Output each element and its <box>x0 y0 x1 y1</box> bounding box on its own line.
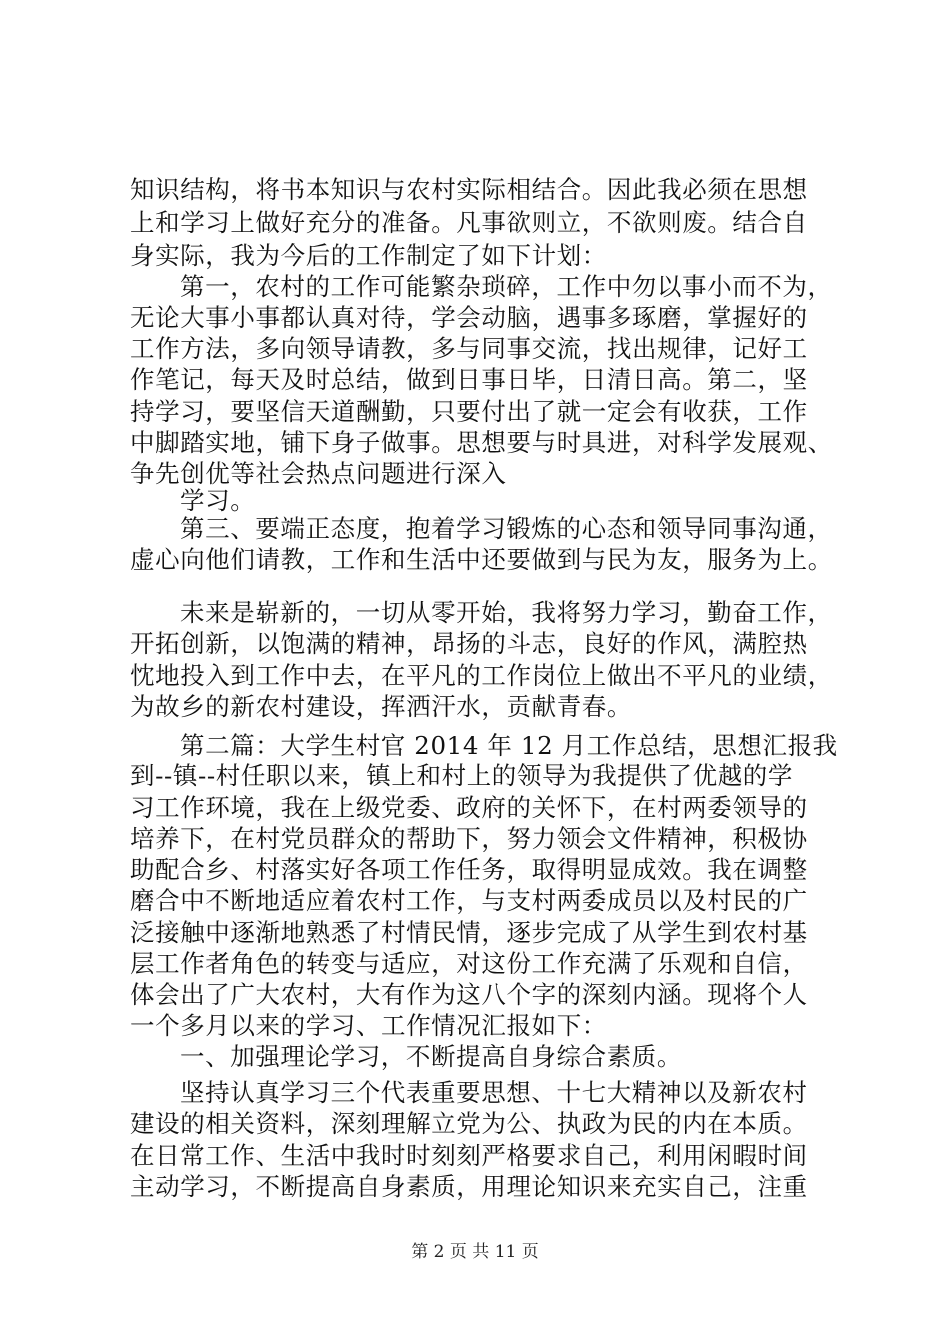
text-line: 未来是崭新的，一切从零开始，我将努力学习，勤奋工作， <box>180 598 833 627</box>
text-line: 第三、要端正态度，抱着学习锻炼的心态和领导同事沟通， <box>180 514 833 543</box>
text-line: 开拓创新，以饱满的精神，昂扬的斗志，良好的作风，满腔热 <box>130 629 808 658</box>
text-line: 身实际，我为今后的工作制定了如下计划： <box>130 241 607 270</box>
text-line: 一、加强理论学习，不断提高自身综合素质。 <box>180 1042 682 1071</box>
text-line: 上和学习上做好充分的准备。凡事欲则立，不欲则废。结合自 <box>130 208 808 237</box>
text-line: 持学习，要坚信天道酬勤，只要付出了就一定会有收获，工作 <box>130 397 808 426</box>
text-line: 为故乡的新农村建设，挥洒汗水，贡献青春。 <box>130 692 632 721</box>
text-line: 层工作者角色的转变与适应，对这份工作充满了乐观和自信， <box>130 949 808 978</box>
text-line: 习工作环境，我在上级党委、政府的关怀下，在村两委领导的 <box>130 793 808 822</box>
text-line: 虚心向他们请教，工作和生活中还要做到与民为友，服务为上。 <box>130 545 833 574</box>
text-line: 无论大事小事都认真对待，学会动脑，遇事多琢磨，掌握好的 <box>130 303 808 332</box>
text-line: 忱地投入到工作中去，在平凡的工作岗位上做出不平凡的业绩， <box>130 661 833 690</box>
text-line: 知识结构，将书本知识与农村实际相结合。因此我必须在思想 <box>130 175 808 204</box>
text-line: 坚持认真学习三个代表重要思想、十七大精神以及新农村 <box>180 1078 808 1107</box>
page-number: 第 2 页 共 11 页 <box>411 1242 539 1262</box>
text-line: 建设的相关资料，深刻理解立党为公、执政为民的内在本质。 <box>130 1109 808 1138</box>
text-line: 泛接触中逐渐地熟悉了村情民情，逐步完成了从学生到农村基 <box>130 918 808 947</box>
text-line: 体会出了广大农村，大有作为这八个字的深刻内涵。现将个人 <box>130 980 808 1009</box>
text-line: 到--镇--村任职以来，镇上和村上的领导为我提供了优越的学 <box>130 761 794 790</box>
text-line: 作笔记，每天及时总结，做到日事日毕，日清日高。第二，坚 <box>130 365 808 394</box>
text-line: 工作方法，多向领导请教，多与同事交流，找出规律，记好工 <box>130 334 808 363</box>
text-line: 第二篇：大学生村官 2014 年 12 月工作总结，思想汇报我 <box>180 731 838 760</box>
text-line: 一个多月以来的学习、工作情况汇报如下： <box>130 1011 607 1040</box>
text-line: 培养下，在村党员群众的帮助下，努力领会文件精神，积极协 <box>130 824 808 853</box>
text-line: 主动学习，不断提高自身素质，用理论知识来充实自己，注重 <box>130 1172 808 1201</box>
text-line: 学习。 <box>180 486 256 515</box>
text-line: 争先创优等社会热点问题进行深入 <box>130 459 507 488</box>
text-line: 第一，农村的工作可能繁杂琐碎，工作中勿以事小而不为， <box>180 272 833 301</box>
text-line: 助配合乡、村落实好各项工作任务，取得明显成效。我在调整 <box>130 855 808 884</box>
text-line: 磨合中不断地适应着农村工作，与支村两委成员以及村民的广 <box>130 886 808 915</box>
text-line: 在日常工作、生活中我时时刻刻严格要求自己，利用闲暇时间 <box>130 1141 808 1170</box>
text-line: 中脚踏实地，铺下身子做事。思想要与时具进，对科学发展观、 <box>130 428 833 457</box>
